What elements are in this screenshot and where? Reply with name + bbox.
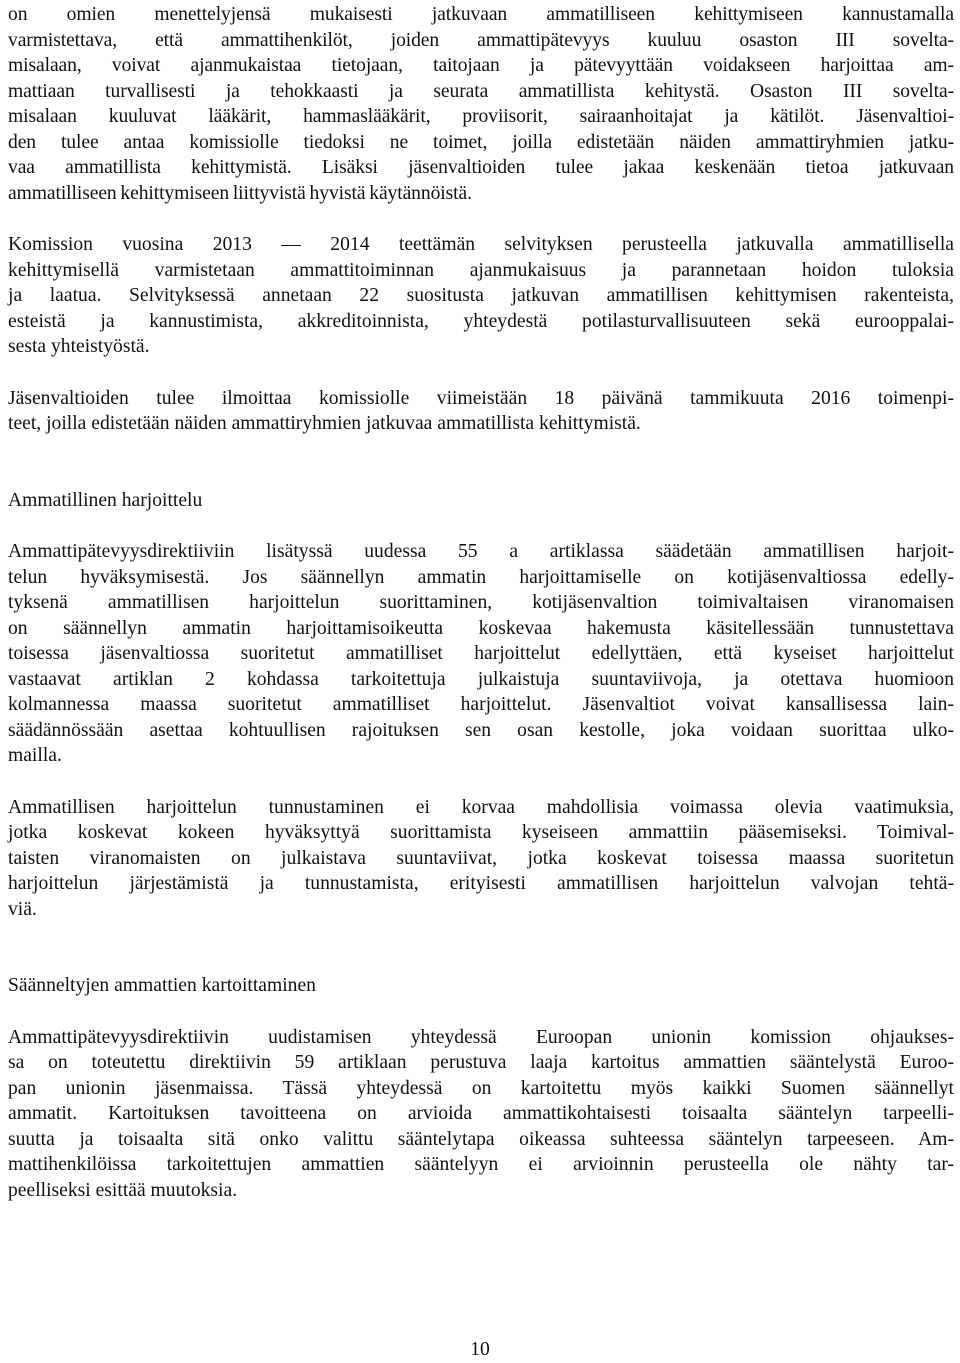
text-line: kolmannessa maassa suoritetut ammatilliset harjoittelut. Jäsenvaltiot voivat kansallisessa lain- (8, 694, 954, 715)
text-line: mattihenkilöissa tarkoitettujen ammattien sääntelyyn ei arvioinnin perusteella ole nähty tar- (8, 1154, 954, 1175)
text-line: sa on toteutettu direktiivin 59 artiklaan perustuva laaja kartoitus ammattien sääntelystä Euroo- (8, 1052, 954, 1073)
paragraph-commission-study (8, 232, 954, 360)
heading-professional-traineeship: Ammatillinen harjoittelu (8, 489, 203, 511)
paragraph-continuous-development-intro (8, 2, 954, 206)
text-line: mailla. (8, 745, 62, 766)
text-line: sesta yhteistyöstä. (8, 336, 150, 357)
paragraph-regulation-mapping (8, 1025, 954, 1204)
text-line: den tulee antaa komissiolle tiedoksi ne toimet, joilla edistetään näiden ammattiryhmien jatku- (8, 131, 954, 153)
text-line: Jäsenvaltioiden tulee ilmoittaa komissiolle viimeistään 18 päivänä tammikuuta 2016 toimenpi- (8, 387, 954, 409)
text-line: ammatit. Kartoituksen tavoitteena on arvioida ammattikohtaisesti toisaalta sääntelyn tarpeelli- (8, 1103, 954, 1124)
text-line: taisten viranomaisten on julkaistava suuntaviivat, jotka koskevat toisessa maassa suoritetun (8, 847, 954, 869)
text-line: viä. (8, 898, 37, 920)
text-line: esteistä ja kannustimista, akkreditoinnista, yhteydestä potilasturvallisuuteen sekä eurooppalai- (8, 310, 954, 332)
text-line: misalaan, voivat ajanmukaistaa tietojaan, taitojaan ja pätevyyttään voidakseen harjoittaa am- (8, 55, 954, 76)
paragraph-traineeship-guidelines (8, 795, 954, 923)
text-line: säädännössään asettaa kohtuullisen rajoituksen sen osan kestolle, joka voidaan suorittaa ulko- (8, 719, 954, 741)
paragraph-member-state-notification (8, 386, 954, 437)
text-line: ammatilliseen kehittymiseen liittyvistä hyvistä käytännöistä. (8, 182, 472, 204)
text-line: ja laatua. Selvityksessä annetaan 22 suositusta jatkuvan ammatillisen kehittymisen rakenteista, (8, 285, 954, 306)
page-number: 10 (470, 1339, 490, 1360)
text-line: on säännellyn ammatin harjoittamisoikeutta koskevaa hakemusta käsitellessään tunnustettava (8, 617, 954, 639)
paragraph-traineeship-recognition (8, 539, 954, 769)
text-line: telun hyväksymisestä. Jos säännellyn ammatin harjoittamiselle on kotijäsenvaltiossa edelly- (8, 566, 954, 588)
text-line: toisessa jäsenvaltiossa suoritetut ammatilliset harjoittelut edellyttäen, että kyseiset harjoittelut (8, 643, 954, 664)
text-line: peelliseksi esittää muutoksia. (8, 1179, 238, 1201)
text-line: mattiaan turvallisesti ja tehokkaasti ja seurata ammatillista kehitystä. Osaston III sovelta- (8, 80, 954, 102)
text-line: vaa ammatillista kehittymistä. Lisäksi jäsenvaltioiden tulee jakaa keskenään tietoa jatkuvaan (8, 157, 954, 178)
text-line: teet, joilla edistetään näiden ammattiryhmien jatkuvaa ammatillista kehittymistä. (8, 413, 641, 434)
text-line: harjoittelun järjestämistä ja tunnustamista, erityisesti ammatillisen harjoittelun valvojan tehtä- (8, 873, 954, 894)
text-line: Ammatillisen harjoittelun tunnustaminen ei korvaa mahdollisia voimassa olevia vaatimuksia, (8, 796, 954, 818)
text-line: kehittymisellä varmistetaan ammattitoiminnan ajanmukaisuus ja parannetaan hoidon tuloksia (8, 259, 954, 281)
text-line: misalaan kuuluvat lääkärit, hammaslääkärit, proviisorit, sairaanhoitajat ja kätilöt. Jäsenvaltioi- (8, 106, 954, 127)
text-line: varmistettava, että ammattihenkilöt, joiden ammattipätevyys kuuluu osaston III sovelta- (8, 29, 954, 51)
text-line: tyksenä ammatillisen harjoittelun suorittaminen, kotijäsenvaltion toimivaltaisen viranomaisen (8, 592, 954, 613)
text-line: jotka koskevat kokeen hyväksyttyä suorittamista kyseiseen ammattiin pääsemiseksi. Toimival- (8, 822, 954, 843)
heading-regulated-professions-mapping: Säänneltyjen ammattien kartoittaminen (8, 975, 316, 996)
text-line: pan unionin jäsenmaissa. Tässä yhteydessä on kartoitettu myös kaikki Suomen säännellyt (8, 1077, 954, 1099)
text-line: on omien menettelyjensä mukaisesti jatkuvaan ammatilliseen kehittymiseen kannustamalla (8, 4, 954, 25)
document-page (8, 0, 954, 1203)
text-line: Ammattipätevyysdirektiivin uudistamisen yhteydessä Euroopan unionin komission ohjaukses- (8, 1026, 954, 1048)
text-line: suutta ja toisaalta sitä onko valittu sääntelytapa oikeassa suhteessa sääntelyn tarpeeseen. Am- (8, 1128, 954, 1150)
text-line: Ammattipätevyysdirektiiviin lisätyssä uudessa 55 a artiklassa säädetään ammatillisen harjoit- (8, 541, 954, 562)
text-line: vastaavat artiklan 2 kohdassa tarkoitettuja julkaistuja suuntaviivoja, ja otettava huomioon (8, 668, 954, 690)
text-line: Komission vuosina 2013 — 2014 teettämän selvityksen perusteella jatkuvalla ammatillisella (8, 234, 954, 255)
